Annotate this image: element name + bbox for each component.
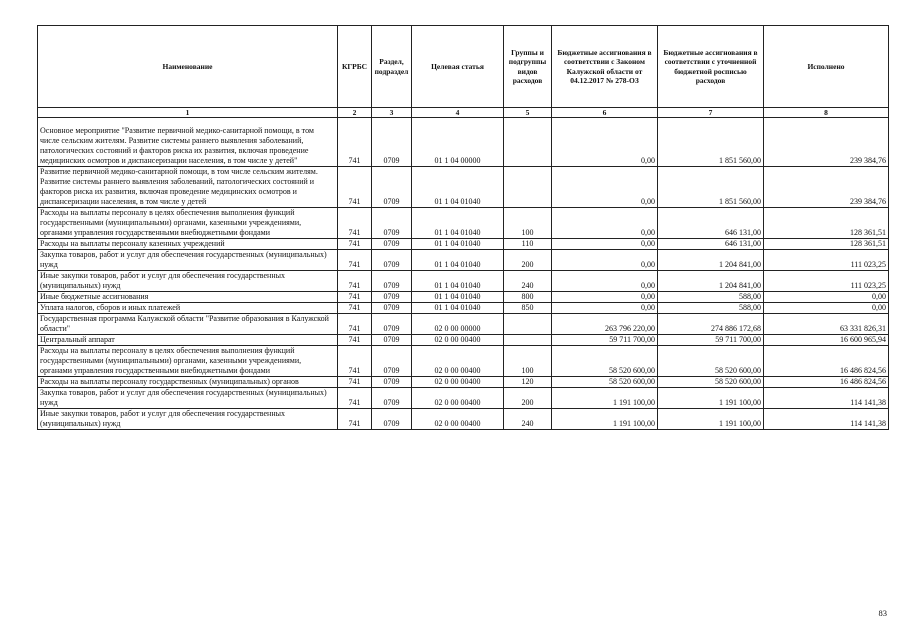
row-expense-group: [504, 335, 552, 346]
row-kgrbs: 741: [338, 314, 372, 335]
row-target-article: 01 1 04 01040: [412, 250, 504, 271]
row-expense-group: [504, 314, 552, 335]
row-refined-amount: 1 204 841,00: [658, 271, 764, 292]
row-expense-group: 200: [504, 388, 552, 409]
row-executed-amount: 239 384,76: [764, 167, 889, 208]
budget-table: [37, 25, 889, 430]
row-executed-amount: 0,00: [764, 292, 889, 303]
row-name: Развитие первичной медико-санитарной помощи, в том числе сельским жителям. Развитие системы раннего выявления заболеваний, патологических состояний и факторов риска их развития, включая проведение медицинских осмотров и диспансеризации населения, в том числе у детей: [38, 167, 338, 208]
row-executed-amount: 63 331 826,31: [764, 314, 889, 335]
row-executed-amount: 16 600 965,94: [764, 335, 889, 346]
row-law-amount: 58 520 600,00: [552, 346, 658, 377]
row-expense-group: 800: [504, 292, 552, 303]
row-kgrbs: 741: [338, 292, 372, 303]
row-section: 0709: [372, 335, 412, 346]
row-law-amount: 1 191 100,00: [552, 388, 658, 409]
row-kgrbs: 741: [338, 409, 372, 430]
header-groups: Группы и подгруппы видов расходов: [504, 26, 552, 108]
row-target-article: 01 1 04 01040: [412, 271, 504, 292]
header-section: Раздел, подраздел: [372, 26, 412, 108]
row-name: Иные закупки товаров, работ и услуг для обеспечения государственных (муниципальных) нужд: [38, 271, 338, 292]
table-row: [38, 292, 889, 303]
row-section: 0709: [372, 314, 412, 335]
row-refined-amount: 58 520 600,00: [658, 346, 764, 377]
row-section: 0709: [372, 388, 412, 409]
row-refined-amount: 274 886 172,68: [658, 314, 764, 335]
row-name: Закупка товаров, работ и услуг для обеспечения государственных (муниципальных) нужд: [38, 250, 338, 271]
row-kgrbs: 741: [338, 239, 372, 250]
row-expense-group: 240: [504, 409, 552, 430]
row-refined-amount: 1 851 560,00: [658, 167, 764, 208]
header-name: Наименование: [38, 26, 338, 108]
row-target-article: 02 0 00 00000: [412, 314, 504, 335]
row-kgrbs: 741: [338, 335, 372, 346]
row-kgrbs: 741: [338, 271, 372, 292]
table-row: [38, 346, 889, 377]
row-expense-group: 100: [504, 208, 552, 239]
row-kgrbs: 741: [338, 118, 372, 167]
row-expense-group: 240: [504, 271, 552, 292]
row-expense-group: [504, 118, 552, 167]
table-row: [38, 303, 889, 314]
row-refined-amount: 1 191 100,00: [658, 388, 764, 409]
row-refined-amount: 58 520 600,00: [658, 377, 764, 388]
row-law-amount: 0,00: [552, 239, 658, 250]
row-target-article: 01 1 04 01040: [412, 208, 504, 239]
column-number-row: [38, 108, 889, 118]
row-target-article: 02 0 00 00400: [412, 388, 504, 409]
column-number: 2: [338, 108, 372, 118]
row-target-article: 01 1 04 01040: [412, 239, 504, 250]
table-row: [38, 409, 889, 430]
row-refined-amount: 59 711 700,00: [658, 335, 764, 346]
table-row: [38, 208, 889, 239]
page-number: 83: [878, 608, 887, 618]
table-row: [38, 377, 889, 388]
row-law-amount: 1 191 100,00: [552, 409, 658, 430]
row-target-article: 01 1 04 00000: [412, 118, 504, 167]
row-section: 0709: [372, 409, 412, 430]
row-law-amount: 58 520 600,00: [552, 377, 658, 388]
table-row: [38, 271, 889, 292]
row-refined-amount: 1 851 560,00: [658, 118, 764, 167]
row-name: Иные закупки товаров, работ и услуг для обеспечения государственных (муниципальных) нужд: [38, 409, 338, 430]
row-section: 0709: [372, 208, 412, 239]
row-expense-group: [504, 167, 552, 208]
row-name: Уплата налогов, сборов и иных платежей: [38, 303, 338, 314]
row-executed-amount: 128 361,51: [764, 208, 889, 239]
row-target-article: 01 1 04 01040: [412, 292, 504, 303]
table-row: [38, 250, 889, 271]
row-kgrbs: 741: [338, 167, 372, 208]
row-expense-group: 120: [504, 377, 552, 388]
row-target-article: 02 0 00 00400: [412, 346, 504, 377]
row-refined-amount: 646 131,00: [658, 239, 764, 250]
header-refined: Бюджетные ассигнования в соответствии с уточненной бюджетной росписью расходов: [658, 26, 764, 108]
column-number: 7: [658, 108, 764, 118]
row-refined-amount: 588,00: [658, 303, 764, 314]
row-refined-amount: 588,00: [658, 292, 764, 303]
row-refined-amount: 1 204 841,00: [658, 250, 764, 271]
row-section: 0709: [372, 167, 412, 208]
row-name: Расходы на выплаты персоналу казенных учреждений: [38, 239, 338, 250]
column-number: 4: [412, 108, 504, 118]
header-law: Бюджетные ассигнования в соответствии с Законом Калужской области от 04.12.2017 № 278-ОЗ: [552, 26, 658, 108]
row-name: Центральный аппарат: [38, 335, 338, 346]
row-law-amount: 0,00: [552, 167, 658, 208]
row-refined-amount: 646 131,00: [658, 208, 764, 239]
row-law-amount: 59 711 700,00: [552, 335, 658, 346]
row-section: 0709: [372, 271, 412, 292]
table-row: [38, 118, 889, 167]
row-name: Государственная программа Калужской области "Развитие образования в Калужской области": [38, 314, 338, 335]
row-section: 0709: [372, 377, 412, 388]
row-executed-amount: 16 486 824,56: [764, 377, 889, 388]
column-number: 3: [372, 108, 412, 118]
row-executed-amount: 128 361,51: [764, 239, 889, 250]
row-kgrbs: 741: [338, 346, 372, 377]
row-name: Расходы на выплаты персоналу государственных (муниципальных) органов: [38, 377, 338, 388]
row-section: 0709: [372, 303, 412, 314]
row-executed-amount: 16 486 824,56: [764, 346, 889, 377]
row-section: 0709: [372, 250, 412, 271]
row-target-article: 02 0 00 00400: [412, 409, 504, 430]
row-law-amount: 0,00: [552, 271, 658, 292]
row-name: Иные бюджетные ассигнования: [38, 292, 338, 303]
row-section: 0709: [372, 239, 412, 250]
table-row: [38, 388, 889, 409]
row-law-amount: 0,00: [552, 118, 658, 167]
row-target-article: 01 1 04 01040: [412, 167, 504, 208]
row-name: Основное мероприятие "Развитие первичной медико-санитарной помощи, в том числе сельским жителям. Развитие системы раннего выявления заболеваний, патологических состояний и факторов риска их развития, включая проведение медицинских осмотров и диспансеризации населения, в том числе у детей": [38, 118, 338, 167]
row-name: Расходы на выплаты персоналу в целях обеспечения выполнения функций государственными (муниципальными) органами, казенными учреждениями, органами управления государственными внебюджетными фондами: [38, 208, 338, 239]
column-number: 8: [764, 108, 889, 118]
table-row: [38, 239, 889, 250]
row-expense-group: 100: [504, 346, 552, 377]
row-target-article: 02 0 00 00400: [412, 377, 504, 388]
row-executed-amount: 0,00: [764, 303, 889, 314]
header-row: [38, 26, 889, 108]
row-kgrbs: 741: [338, 377, 372, 388]
row-name: Расходы на выплаты персоналу в целях обеспечения выполнения функций государственными (муниципальными) органами, казенными учреждениями, органами управления государственными внебюджетными фондами: [38, 346, 338, 377]
row-name: Закупка товаров, работ и услуг для обеспечения государственных (муниципальных) нужд: [38, 388, 338, 409]
row-section: 0709: [372, 118, 412, 167]
row-executed-amount: 111 023,25: [764, 271, 889, 292]
row-executed-amount: 239 384,76: [764, 118, 889, 167]
row-kgrbs: 741: [338, 250, 372, 271]
row-expense-group: 110: [504, 239, 552, 250]
row-section: 0709: [372, 346, 412, 377]
table-row: [38, 167, 889, 208]
row-target-article: 02 0 00 00400: [412, 335, 504, 346]
row-executed-amount: 111 023,25: [764, 250, 889, 271]
row-kgrbs: 741: [338, 388, 372, 409]
table-row: [38, 335, 889, 346]
row-law-amount: 0,00: [552, 250, 658, 271]
row-expense-group: 850: [504, 303, 552, 314]
row-law-amount: 263 796 220,00: [552, 314, 658, 335]
header-executed: Исполнено: [764, 26, 889, 108]
header-target: Целевая статья: [412, 26, 504, 108]
row-section: 0709: [372, 292, 412, 303]
row-kgrbs: 741: [338, 208, 372, 239]
row-law-amount: 0,00: [552, 208, 658, 239]
header-kgrbs: КГРБС: [338, 26, 372, 108]
column-number: 1: [38, 108, 338, 118]
table-row: [38, 314, 889, 335]
column-number: 5: [504, 108, 552, 118]
row-executed-amount: 114 141,38: [764, 409, 889, 430]
row-expense-group: 200: [504, 250, 552, 271]
row-law-amount: 0,00: [552, 303, 658, 314]
row-kgrbs: 741: [338, 303, 372, 314]
row-executed-amount: 114 141,38: [764, 388, 889, 409]
row-target-article: 01 1 04 01040: [412, 303, 504, 314]
row-law-amount: 0,00: [552, 292, 658, 303]
column-number: 6: [552, 108, 658, 118]
row-refined-amount: 1 191 100,00: [658, 409, 764, 430]
